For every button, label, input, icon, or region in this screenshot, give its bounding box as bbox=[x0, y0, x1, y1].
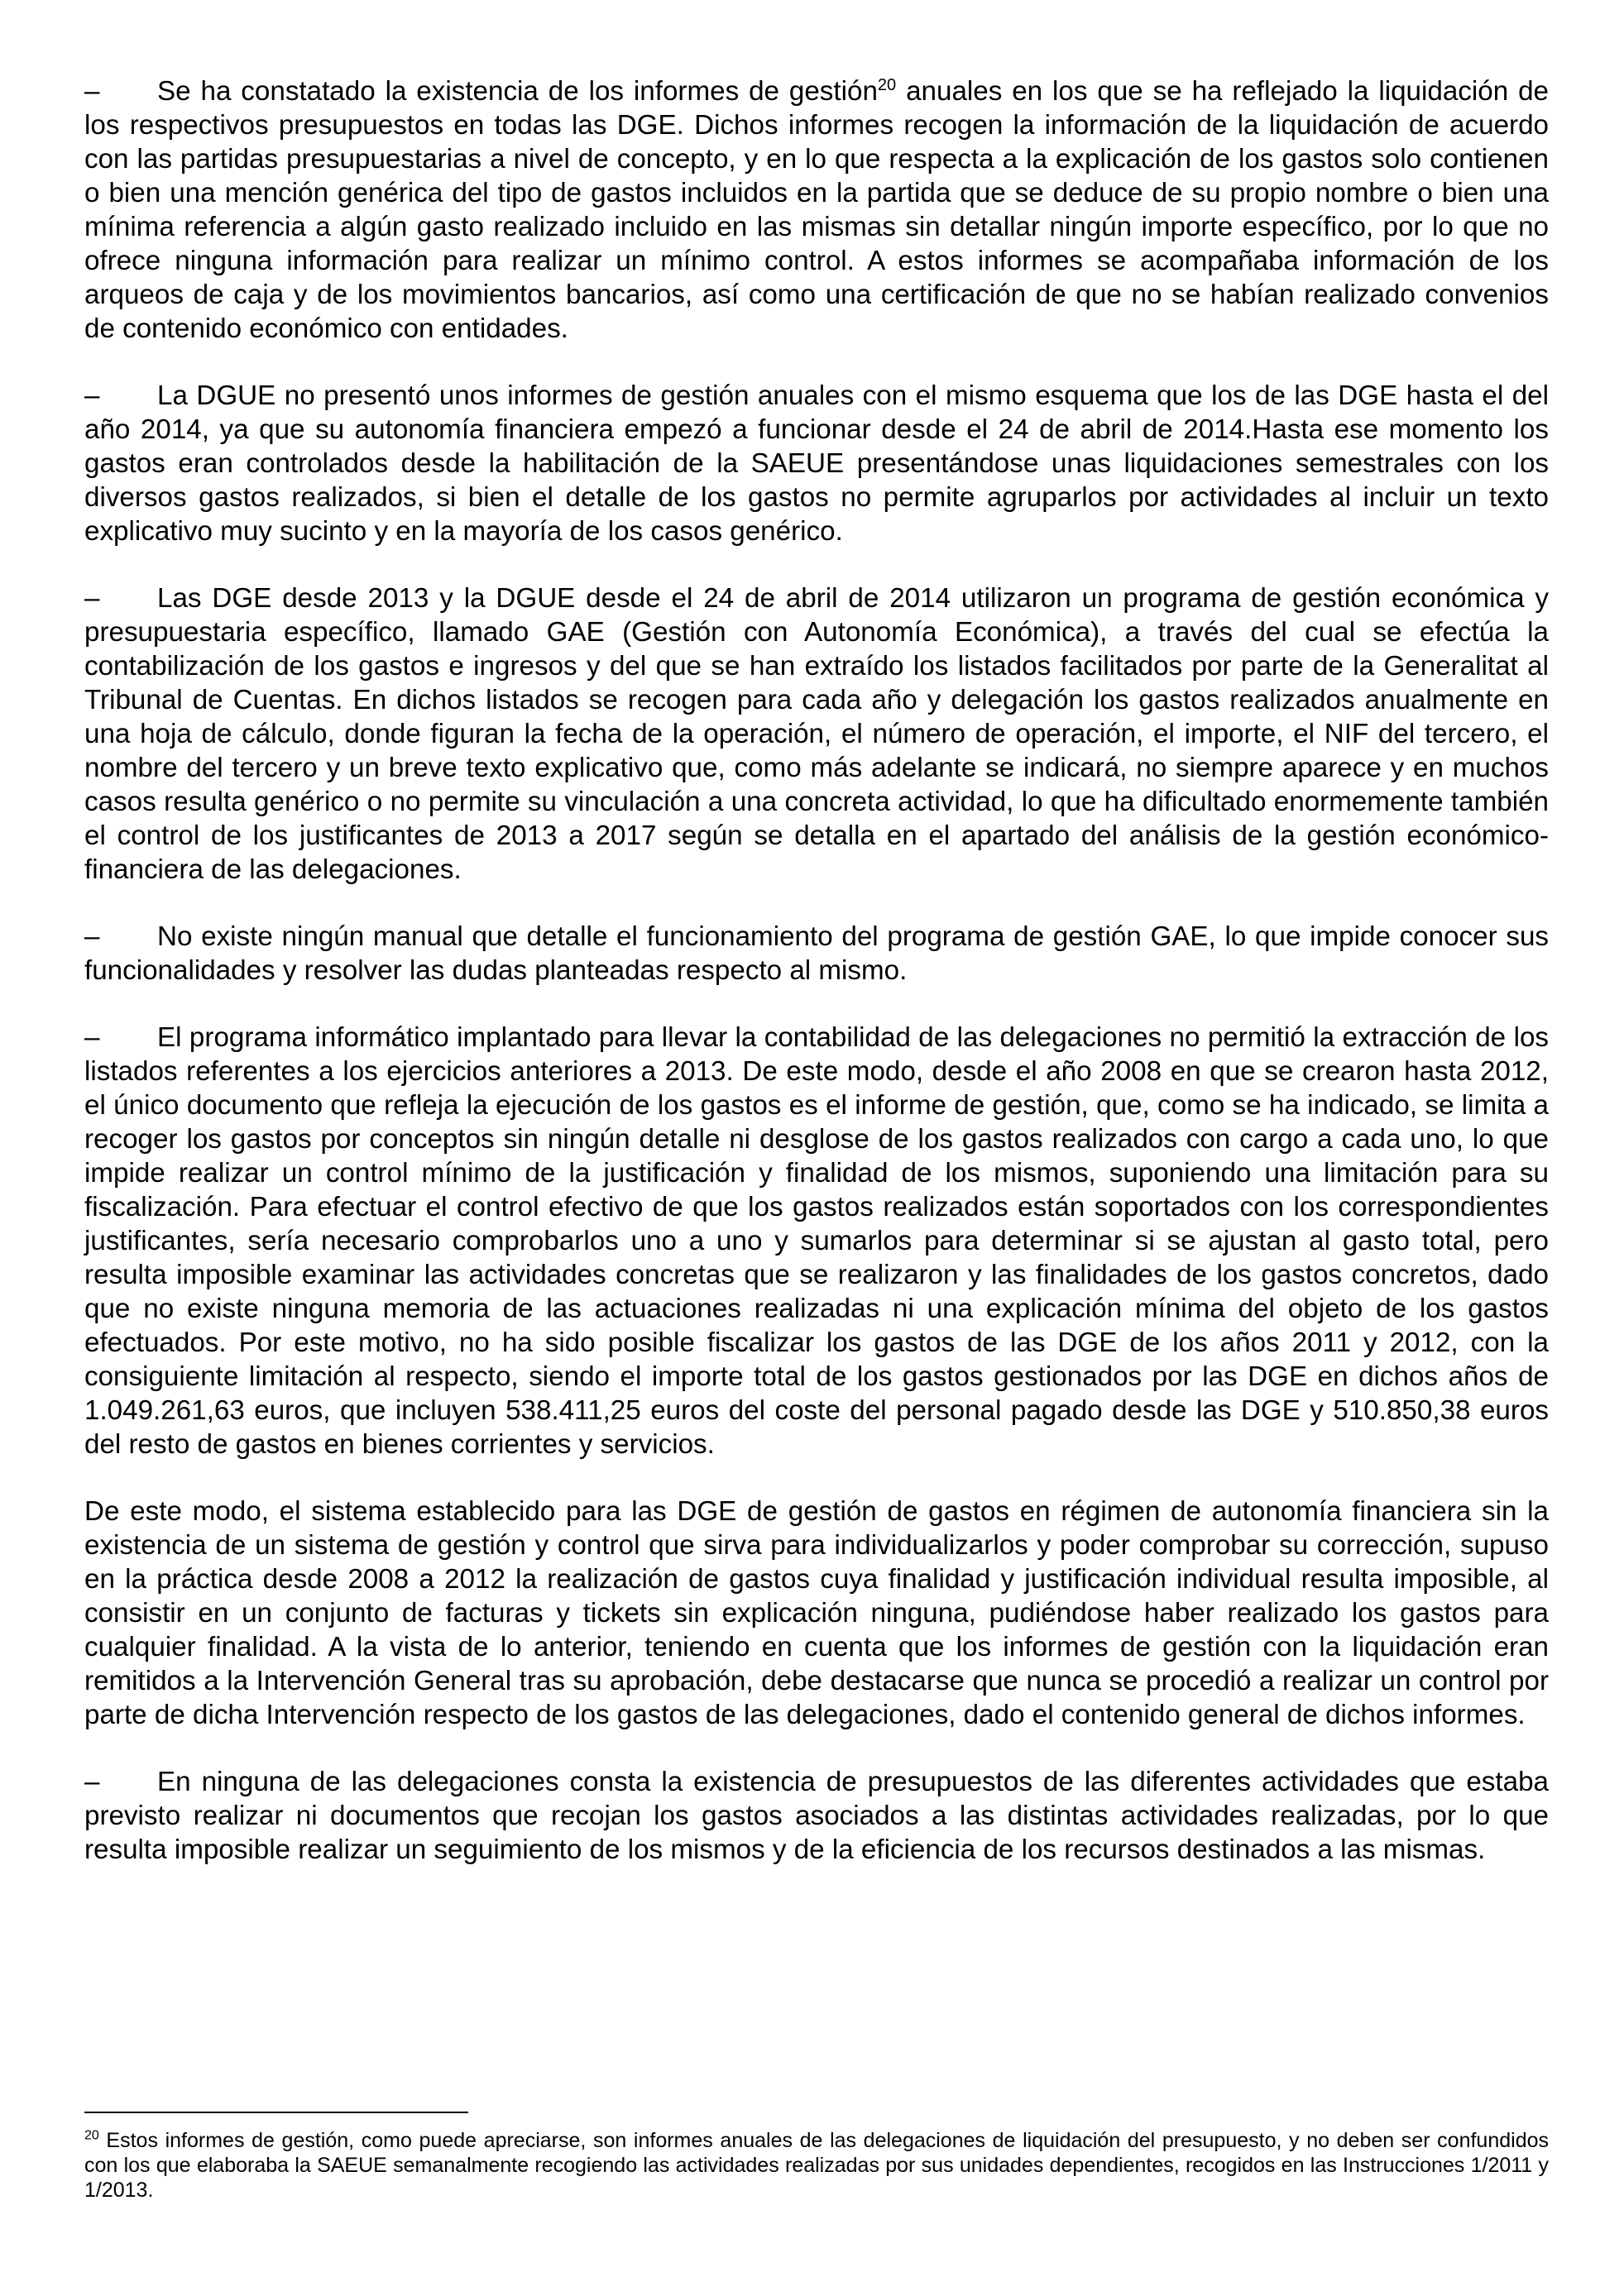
dash-bullet: – bbox=[84, 583, 100, 614]
paragraph-presupuestos-actividades bbox=[84, 1765, 1549, 1867]
paragraph-text: Las DGE desde 2013 y la DGUE desde el 24 de abril de 2014 utilizaron un programa de gestión económica y presupuestaria específico, llamado GAE (Gestión con Autonomía Económica), a través del cual se efectúa la contabilización de los gastos e ingresos y del que se han extraído los listados facilitados por parte de la Generalitat al Tribunal de Cuentas. En dichos listados se recogen para cada año y delegación los gastos realizados anualmente en una hoja de cálculo, donde figuran la fecha de la operación, el número de operación, el importe, el NIF del tercero, el nombre del tercero y un breve texto explicativo que, como más adelante se indicará, no siempre aparece y en muchos casos resulta genérico o no permite su vinculación a una concreta actividad, lo que ha dificultado enormemente también el control de los justificantes de 2013 a 2017 según se detalla en el apartado del análisis de la gestión económico-financiera de las delegaciones. bbox=[84, 583, 1549, 885]
paragraph-conclusion bbox=[84, 1495, 1549, 1732]
paragraph-text: En ninguna de las delegaciones consta la existencia de presupuestos de las diferentes actividades que estaba previsto realizar ni documentos que recojan los gastos asociados a las distintas actividades realizadas, por lo que resulta imposible realizar un seguimiento de los mismos y de la eficiencia de los recursos destinados a las mismas. bbox=[84, 1767, 1549, 1865]
document-body bbox=[84, 74, 1549, 1900]
paragraph-text: Se ha constatado la existencia de los informes de gestión bbox=[157, 76, 878, 107]
footnote-number: 20 bbox=[84, 2128, 99, 2143]
paragraph-text-continued: anuales en los que se ha reflejado la liquidación de los respectivos presupuestos en todas las DGE. Dichos informes recogen la información de la liquidación de acuerdo con las partidas presupuestarias a nivel de concepto, y en lo que respecta a la explicación de los gastos solo contienen o bien una mención genérica del tipo de gastos incluidos en la partida que se deduce de su propio nombre o bien una mínima referencia a algún gasto realizado incluido en las mismas sin detallar ningún importe específico, por lo que no ofrece ninguna información para realizar un mínimo control. A estos informes se acompañaba información de los arqueos de caja y de los movimientos bancarios, así como una certificación de que no se habían realizado convenios de contenido económico con entidades. bbox=[84, 76, 1549, 344]
footnote-separator bbox=[84, 2112, 468, 2113]
dash-bullet: – bbox=[84, 1767, 100, 1797]
paragraph-text: La DGUE no presentó unos informes de gestión anuales con el mismo esquema que los de las DGE hasta el del año 2014, ya que su autonomía financiera empezó a funcionar desde el 24 de abril de 2014.Hasta ese momento los gastos eran controlados desde la habilitación de la SAEUE presentándose unas liquidaciones semestrales con los diversos gastos realizados, si bien el detalle de los gastos no permite agruparlos por actividades al incluir un texto explicativo muy sucinto y en la mayoría de los casos genérico. bbox=[84, 380, 1549, 547]
dash-bullet: – bbox=[84, 76, 100, 107]
paragraph-text: De este modo, el sistema establecido para las DGE de gestión de gastos en régimen de autonomía financiera sin la existencia de un sistema de gestión y control que sirva para individualizarlos y poder comprobar su corrección, supuso en la práctica desde 2008 a 2012 la realización de gastos cuya finalidad y justificación individual resulta imposible, al consistir en un conjunto de facturas y tickets sin explicación ninguna, pudiéndose haber realizado los gastos para cualquier finalidad. A la vista de lo anterior, teniendo en cuenta que los informes de gestión con la liquidación eran remitidos a la Intervención General tras su aprobación, debe destacarse que nunca se procedió a realizar un control por parte de dicha Intervención respecto de los gastos de las delegaciones, dado el contenido general de dichos informes. bbox=[84, 1496, 1549, 1730]
footnote-text: Estos informes de gestión, como puede apreciarse, son informes anuales de las delegaciones de liquidación del presupuesto, y no deben ser confundidos con los que elaboraba la SAEUE semanalmente recogiendo las actividades realizadas por sus unidades dependientes, recogidos en las Instrucciones 1/2011 y 1/2013. bbox=[84, 2129, 1549, 2202]
footnote-reference[interactable]: 20 bbox=[877, 75, 897, 94]
dash-bullet: – bbox=[84, 921, 100, 952]
dash-bullet: – bbox=[84, 380, 100, 411]
paragraph-text: No existe ningún manual que detalle el funcionamiento del programa de gestión GAE, lo que impide conocer sus funcionalidades y resolver las dudas planteadas respecto al mismo. bbox=[84, 921, 1549, 986]
paragraph-programa-gae bbox=[84, 581, 1549, 887]
footnote bbox=[84, 2128, 1549, 2203]
dash-bullet: – bbox=[84, 1022, 100, 1053]
paragraph-manual-gae bbox=[84, 920, 1549, 988]
paragraph-text: El programa informático implantado para llevar la contabilidad de las delegaciones no permitió la extracción de los listados referentes a los ejercicios anteriores a 2013. De este modo, desde el año 2008 en que se crearon hasta 2012, el único documento que refleja la ejecución de los gastos es el informe de gestión, que, como se ha indicado, se limita a recoger los gastos por conceptos sin ningún detalle ni desglose de los gastos realizados con cargo a cada uno, lo que impide realizar un control mínimo de la justificación y finalidad de los mismos, suponiendo una limitación para su fiscalización. Para efectuar el control efectivo de que los gastos realizados están soportados con los correspondientes justificantes, sería necesario comprobarlos uno a uno y sumarlos para determinar si se ajustan al gasto total, pero resulta imposible examinar las actividades concretas que se realizaron y las finalidades de los gastos concretos, dado que no existe ninguna memoria de las actuaciones realizadas ni una explicación mínima del objeto de los gastos efectuados. Por este motivo, no ha sido posible fiscalizar los gastos de las DGE de los años 2011 y 2012, con la consiguiente limitación al respecto, siendo el importe total de los gastos gestionados por las DGE en dichos años de 1.049.261,63 euros, que incluyen 538.411,25 euros del coste del personal pagado desde las DGE y 510.850,38 euros del resto de gastos en bienes corrientes y servicios. bbox=[84, 1022, 1549, 1460]
paragraph-programa-informatico bbox=[84, 1021, 1549, 1461]
paragraph-informes-gestion bbox=[84, 74, 1549, 346]
paragraph-dgue bbox=[84, 379, 1549, 548]
